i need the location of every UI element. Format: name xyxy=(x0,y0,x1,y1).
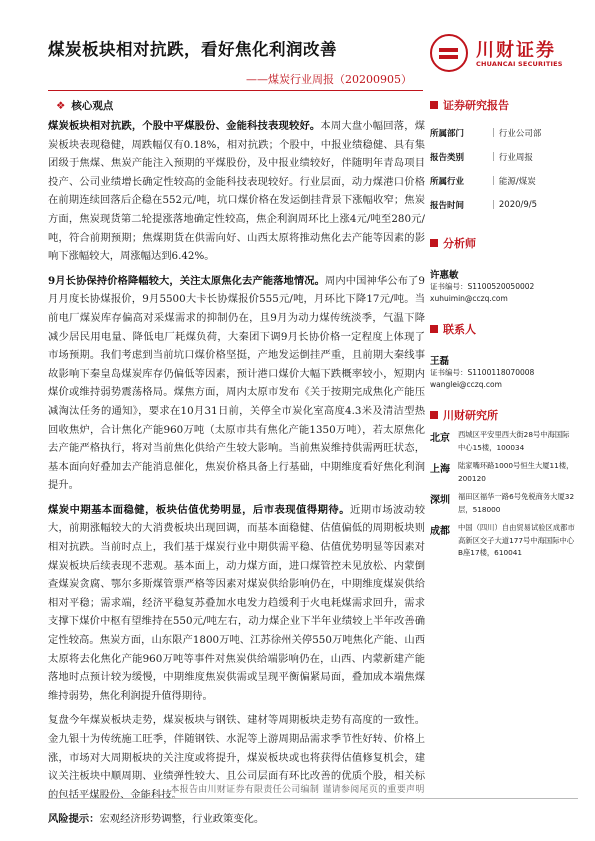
office-chengdu: 成都 中国（四川）自由贸易试验区成都市高新区交子大道177号中海国际中心B座17楼，610041 xyxy=(430,523,575,557)
paragraph-2: 9月长协保持价格降幅较大，关注太原焦化去产能落地情况。周内中国神华公布了9月月度长协煤报价，9月5500大卡长协煤报价555元/吨，月环比下降17元/吨。当前电厂煤炭库存偏高对采煤需求的抑制仍在，且9月为动力煤传统淡季，气温下降减少居民用电量、降低电厂耗煤负荷，大秦团下调9月长协价格一定程度上体现了市场预期。我们考虑到当前坑口煤价格坚挺，产地发运倒挂严重，且前期大秦线事故影响下秦皇岛煤炭库存仍偏低等因素，预计港口煤价大幅下跌概率较小，短期内煤价或维持弱势震荡格局。煤焦方面，周内太原市发布《关于按期完成焦化产能压减淘汰任务的通知》，要求在10月31日前，关停全市炭化室高度4.3米及清洁型热回收焦炉，合计焦化产能960万吨（太原市共有焦化产能1350万吨），若太原焦化去产能严格执行，将对当前焦化供给产生较大影响。当前焦炭维持供需两旺状态，基本面向好叠加去产能消息催化，焦炭价格具备上行基础，中期维度看好焦化利润提升。 xyxy=(48,274,425,492)
paragraph-1: 煤炭板块相对抗跌，个股中平煤股份、金能科技表现较好。本周大盘小幅回落，煤炭板块表现稳健，周跌幅仅有0.18%，相对抗跌；个股中，中报业绩稳健、具有集团级于焦煤、焦炭产能注入预期的平煤股份，及中报业绩较好，伴随明年青岛项目投产、公司业绩增长确定性较高的金能科技表现较好。行业层面，动力煤港口价格在前期连续回落后企稳在552元/吨，坑口煤价格在发运倒挂背景下涨幅收窄；焦炭方面，焦炭现货第二轮提涨落地确定性较高，焦企利润周环比上涨4元/吨至280元/吨，符合前期预期；焦煤期货在供需向好、山西太原将推动焦化去产能等因素的影响下涨幅较大，周涨幅达到6.42%。 xyxy=(48,120,426,263)
footer-divider xyxy=(48,798,578,799)
analyst-email[interactable]: xuhuimin@cczq.com xyxy=(430,294,508,303)
contact-section-heading: 联系人 xyxy=(430,321,580,337)
office-shenzhen: 深圳 福田区福华一路6号免税商务大厦32层，518000 xyxy=(430,492,575,514)
company-logo xyxy=(430,34,570,74)
info-row-department: 所属部门 | 行业公司部 xyxy=(430,128,542,139)
info-row-date: 报告时间 | 2020/9/5 xyxy=(430,200,538,211)
logo-mark-icon xyxy=(430,34,468,72)
square-icon xyxy=(430,411,438,419)
analyst-cert: 证书编号：S1100520050002 xyxy=(430,282,535,291)
sidebar xyxy=(430,97,580,560)
logo-name-cn: 川财证券 xyxy=(476,40,556,61)
report-section-heading: 证券研究报告 xyxy=(430,97,580,113)
diamond-icon: ❖ xyxy=(56,100,66,112)
header-divider xyxy=(48,90,423,91)
report-subtitle: ——煤炭行业周报（20200905） xyxy=(246,73,412,86)
core-views-heading: ❖ 核心观点 xyxy=(56,100,114,112)
info-row-category: 报告类别 | 行业周报 xyxy=(430,152,533,163)
report-info-table xyxy=(430,121,580,217)
paragraph-4: 复盘今年煤炭板块走势，煤炭板块与钢铁、建材等周期板块走势有高度的一致性。金九银十为传统施工旺季，伴随钢铁、水泥等上游周期品需求季节性好转、价格上涨，市场对大周期板块的关注度或将提升，煤炭板块或也将获得估值修复机会，建议关注板块中顺周期、业绩弹性较大、且公司层面有环比改善的优质个股，相关标的包括平煤股份、金能科技。 xyxy=(48,714,425,801)
analyst-section-heading: 分析师 xyxy=(430,235,580,251)
report-title: 煤炭板块相对抗跌，看好焦化利润改善 xyxy=(48,40,337,59)
square-icon xyxy=(430,239,438,247)
contact-email[interactable]: wanglei@cczq.com xyxy=(430,380,502,389)
square-icon xyxy=(430,101,438,109)
institute-section-heading: 川财研究所 xyxy=(430,407,580,423)
main-content xyxy=(48,117,425,829)
analyst-name: 许惠敏 xyxy=(430,270,459,281)
info-row-industry: 所属行业 | 能源/煤炭 xyxy=(430,176,536,187)
risk-warning: 风险提示：宏观经济形势调整，行业政策变化。 xyxy=(48,813,265,826)
contact-cert: 证书编号：S1100118070008 xyxy=(430,368,535,377)
logo-name-en: CHUANCAI SECURITIES xyxy=(476,60,563,68)
paragraph-3: 煤炭中期基本面稳健，板块估值优势明显，后市表现值得期待。近期市场波动较大，前期涨幅较大的大消费板块出现回调，而基本面稳健、估值偏低的周期板块则相对抗跌。当前时点上，我们基于煤炭行业中期供需平稳、估值优势明显等因素对煤炭板块后续表现不悲观。基本面上，动力煤方面，进口煤管控未见放松、内蒙倒查煤炭贪腐、鄂尔多斯煤管票严格等因素对煤炭供给影响仍在，中期维度煤炭供给相对平稳；需求端，经济平稳复苏叠加水电发力趋缓利于火电耗煤需求回升，需求支撑下煤价中枢有望维持在550元/吨左右，动力煤企业下半年业绩较上半年改善确定性较高。焦炭方面，山东限产1800万吨、江苏徐州关停550万吨焦化产能、山西太原将去化焦化产能960万吨等事件对焦炭供给端影响仍在，山西、内蒙新建产能落地时点预计较为缓慢，中期维度焦炭供需或呈现平衡偏紧局面，叠加成本端焦煤维持弱势，焦化利润提升值得期待。 xyxy=(48,503,426,702)
square-icon xyxy=(430,325,438,333)
office-beijing: 北京 西城区平安里西大街28号中海国际中心15楼，100034 xyxy=(430,430,570,452)
office-shanghai: 上海 陆家嘴环路1000号恒生大厦11楼，200120 xyxy=(430,461,574,483)
contact-name: 王磊 xyxy=(430,356,450,367)
footer-disclaimer: 本报告由川财证券有限责任公司编制 谨请参阅尾页的重要声明 xyxy=(170,785,425,795)
